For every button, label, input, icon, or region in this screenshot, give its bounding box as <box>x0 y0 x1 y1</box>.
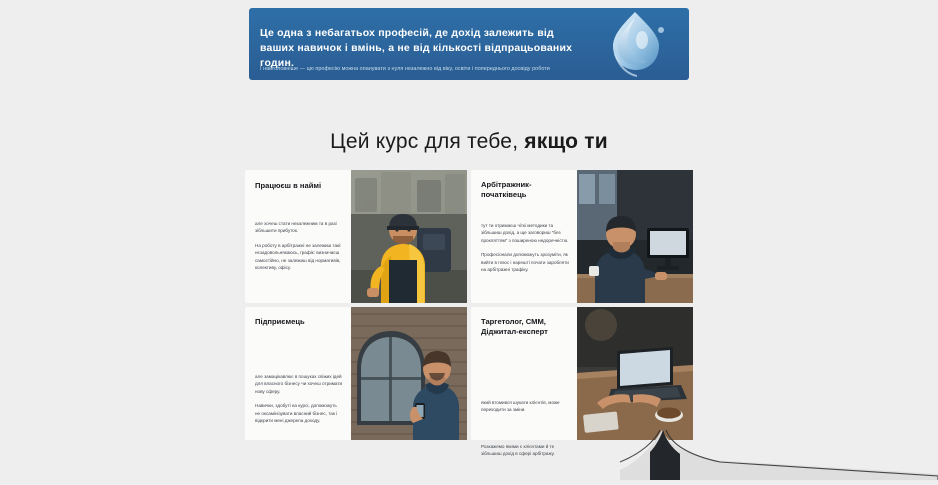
card-paragraph: який втомився шукати клієнтів, може переходити за зміни. <box>481 400 560 413</box>
card-paragraph: Розкажемо якими є клієнтами й те зібльшиш дохід в сфері арбітражу. <box>481 443 555 457</box>
card-text-column <box>471 307 577 457</box>
card-title: Арбітражник-початківець <box>481 180 532 200</box>
card-text-column <box>245 170 351 303</box>
banner-subtext: І найголовніше — цю професію можна опанувати з нуля незалежно від віку, освіти і попереднього досвіду роботи <box>260 66 550 72</box>
page-title <box>0 130 938 154</box>
card-title: Таргетолог, СММ, Діджитал-експерт <box>481 317 548 337</box>
banner-headline: Це одна з небагатьох професій, де дохід залежить від ваших навичок і вмінь, а не від кількості відпрацьованих годин. <box>260 27 573 69</box>
card-paragraph: тут ти отримаєш чіткі методики та зібльшиш дохід, а ще заговориш "без прокляттям" з поширеною недоречністю. <box>481 223 569 243</box>
courier-photo <box>351 170 467 303</box>
card-entrepreneur[interactable] <box>245 307 467 440</box>
cards-grid <box>245 170 693 457</box>
card-text-column <box>245 307 351 440</box>
card-text-column <box>471 170 577 303</box>
card-paragraph: Професіонали допоможуть зрозуміти, як вийти в плюс і нарешті почати заробляти на арбітражні трафіку. <box>481 252 569 273</box>
man-with-phone-photo <box>351 307 467 440</box>
abstract-shape <box>620 430 938 480</box>
page-title-plain: Цей курс для тебе, <box>330 130 525 153</box>
card-paragraph: Навички, здобуті на курсі, допоможуть не оксамінізувати власний бізнес, так і відкрити мені джерела доходу. <box>255 403 338 424</box>
card-title: Працюєш в наймі <box>255 181 322 190</box>
card-employee[interactable] <box>245 170 467 303</box>
water-drop-icon <box>591 10 677 80</box>
card-paragraph: На роботу в арбітражні не залежиш такі: нєзадовольнякаюсь, графік: визначаєш самостійно, не залежиш від нормативів, колективу, офісу. <box>255 242 342 271</box>
page-title-bold: якщо ти <box>524 130 608 153</box>
card-title: Підприємець <box>255 317 305 326</box>
card-beginner-affiliate[interactable] <box>471 170 693 303</box>
promo-banner <box>249 8 689 80</box>
card-paragraph: але замацікавлює в пошуках свіжих ідей для власного бізнесу чи хочеш отримати нову сферу. <box>255 374 343 394</box>
card-digital-expert[interactable] <box>471 307 693 457</box>
card-paragraph: але хочеш стати незалежним та в разі зібльшити прибуток. <box>255 221 337 234</box>
man-at-desk-photo <box>577 170 693 303</box>
laptop-desk-photo <box>577 307 693 440</box>
